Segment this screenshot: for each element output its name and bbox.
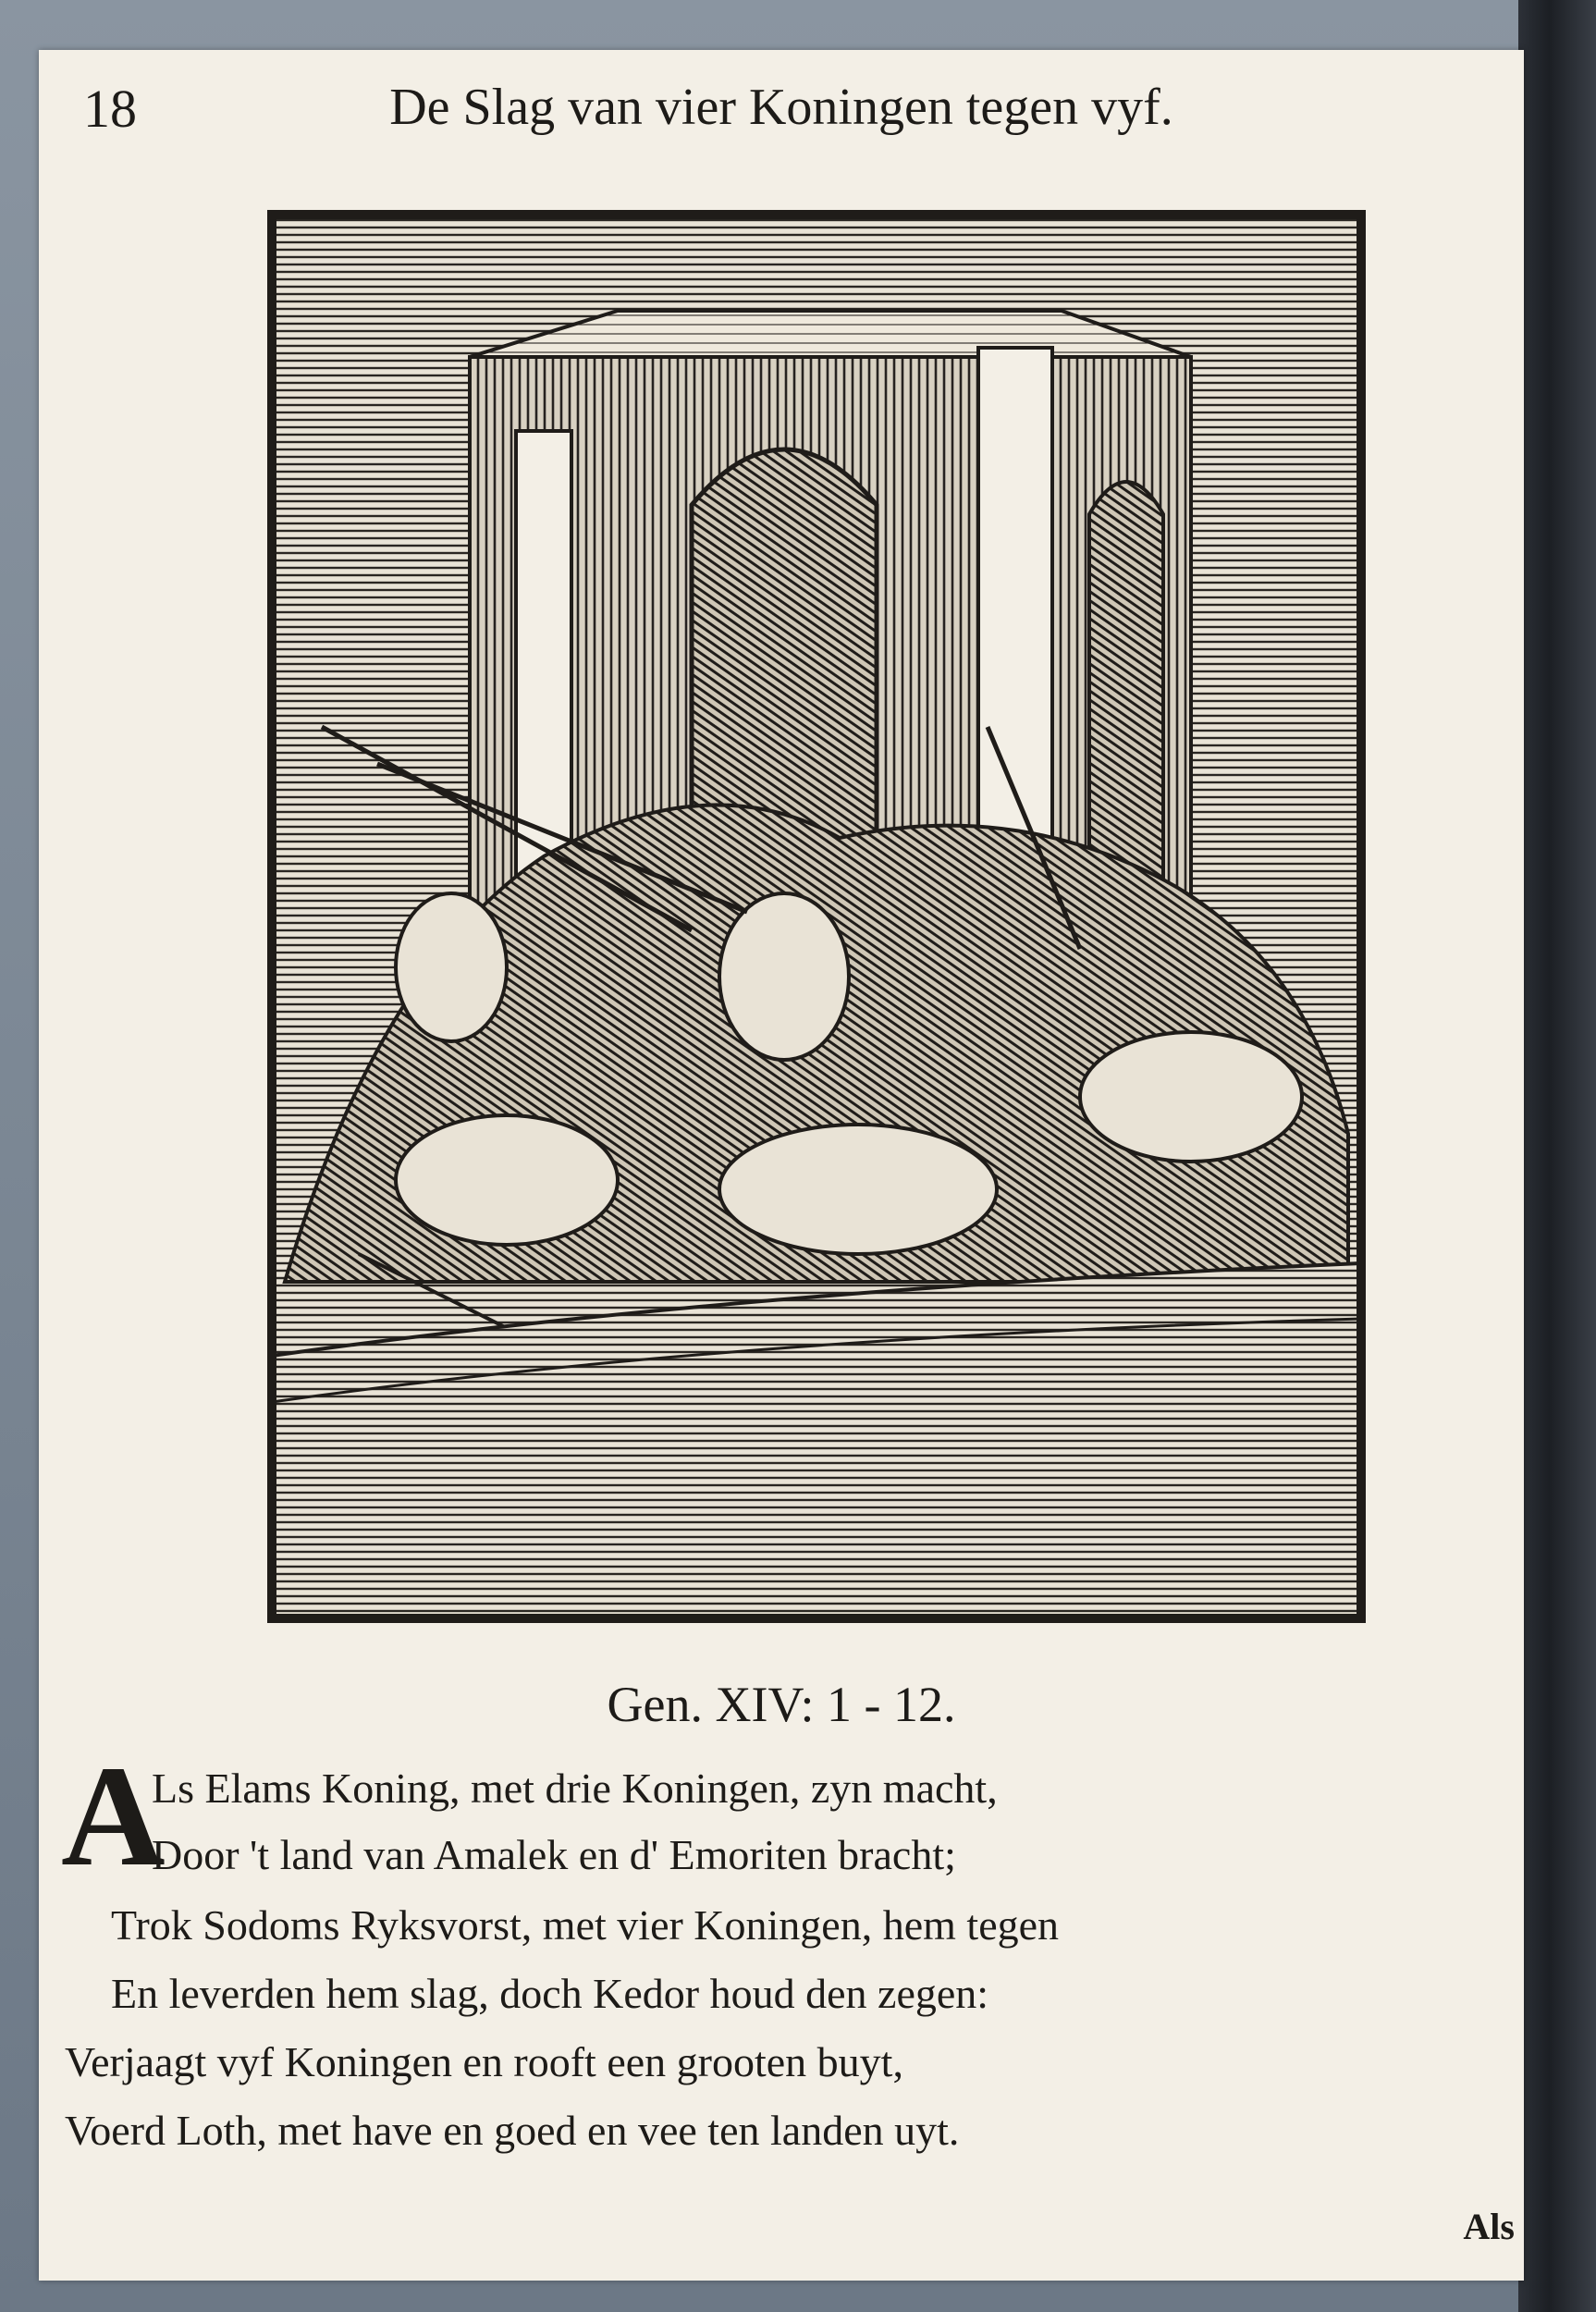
page-number: 18 (83, 79, 137, 139)
woodcut-illustration (266, 209, 1367, 1624)
verse-line: Door 't land van Amalek en d' Emoriten bracht; (152, 1831, 956, 1878)
verse-line: Ls Elams Koning, met drie Koningen, zyn macht, (152, 1765, 998, 1812)
verse-line: Verjaagt vyf Koningen en rooft een grooten buyt, (65, 2038, 903, 2085)
verse-line: En leverden hem slag, doch Kedor houd den zegen: (111, 1970, 989, 2017)
verse-line: Trok Sodoms Ryksvorst, met vier Koningen, hem tegen (111, 1901, 1060, 1949)
book-page (39, 50, 1524, 2281)
book-binding (1518, 0, 1596, 2312)
scripture-reference: Gen. XIV: 1 - 12. (607, 1677, 956, 1732)
catchword: Als (1463, 2206, 1515, 2247)
verse-line: Voerd Loth, met have en goed en vee ten landen uyt. (65, 2107, 960, 2154)
drop-cap-initial: A (61, 1736, 166, 1896)
running-head: De Slag van vier Koningen tegen vyf. (389, 79, 1173, 136)
